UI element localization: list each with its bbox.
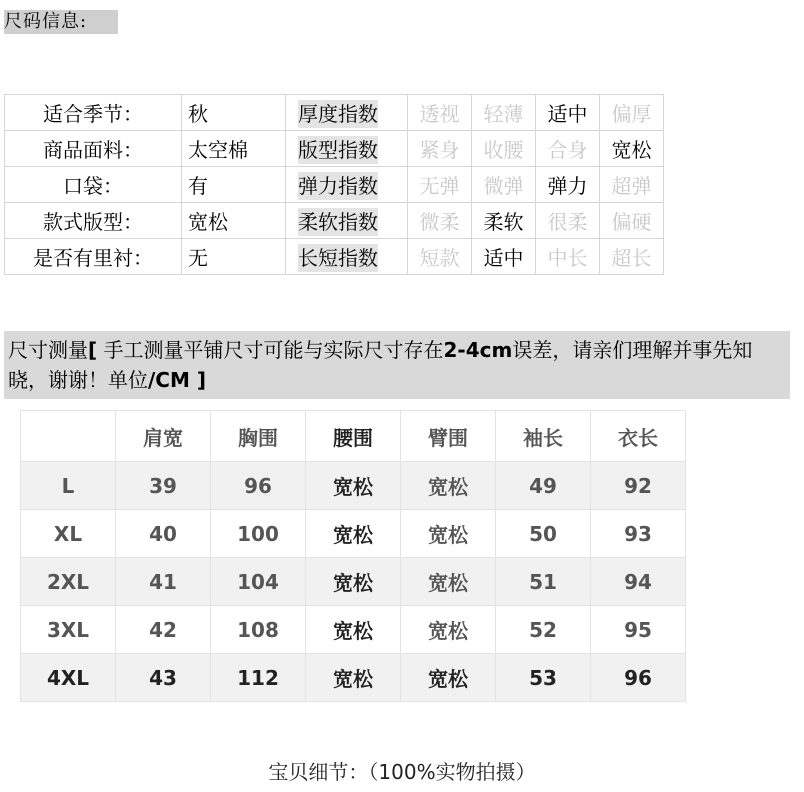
attribute-value: 有: [182, 167, 286, 203]
value-cell: 95: [591, 606, 686, 654]
size-cell: XL: [21, 510, 116, 558]
value-cell: 52: [496, 606, 591, 654]
value-cell: 96: [211, 462, 306, 510]
index-name: [286, 239, 408, 275]
index-option-selected: 适中: [472, 239, 536, 275]
measurement-note-banner: [4, 331, 790, 399]
header-cell: 腰围: [306, 411, 401, 462]
header-cell: 臂围: [401, 411, 496, 462]
index-option: 微弹: [472, 167, 536, 203]
size-cell: 3XL: [21, 606, 116, 654]
attribute-row: [5, 167, 664, 203]
index-name: [286, 95, 408, 131]
index-option: 很柔: [536, 203, 600, 239]
value-cell: 宽松: [306, 462, 401, 510]
value-cell: 51: [496, 558, 591, 606]
index-option: 超长: [600, 239, 664, 275]
size-cell: 2XL: [21, 558, 116, 606]
error-range: 2-4cm: [443, 338, 513, 362]
index-option: 中长: [536, 239, 600, 275]
value-cell: 96: [591, 654, 686, 702]
header-cell: 衣长: [591, 411, 686, 462]
value-cell: 40: [116, 510, 211, 558]
value-cell: 宽松: [401, 606, 496, 654]
index-option-selected: 宽松: [600, 131, 664, 167]
value-cell: 43: [116, 654, 211, 702]
attribute-row: [5, 239, 664, 275]
attribute-label: 商品面料：: [5, 131, 182, 167]
index-name-text: 长短指数: [298, 246, 378, 270]
index-name: [286, 203, 408, 239]
index-name-text: 版型指数: [298, 138, 378, 162]
value-cell: 112: [211, 654, 306, 702]
attribute-label: 口袋：: [5, 167, 182, 203]
value-cell: 宽松: [401, 462, 496, 510]
value-cell: 宽松: [401, 558, 496, 606]
value-cell: 100: [211, 510, 306, 558]
attribute-row: [5, 131, 664, 167]
index-option: 收腰: [472, 131, 536, 167]
value-cell: 宽松: [401, 510, 496, 558]
attribute-row: [5, 203, 664, 239]
measure-note-text-2: 误差，请亲们理解并事先知晓，谢谢！单位: [8, 338, 753, 392]
size-table-row: [21, 510, 686, 558]
value-cell: 39: [116, 462, 211, 510]
index-option: 超弹: [600, 167, 664, 203]
bracket-open: [: [88, 338, 98, 362]
attribute-value: 太空棉: [182, 131, 286, 167]
value-cell: 宽松: [306, 510, 401, 558]
attribute-label: 是否有里衬：: [5, 239, 182, 275]
index-name: [286, 167, 408, 203]
index-option: 无弹: [408, 167, 472, 203]
size-table-header-row: [21, 411, 686, 462]
index-option: 微柔: [408, 203, 472, 239]
size-table-row: [21, 558, 686, 606]
index-name-text: 柔软指数: [298, 210, 378, 234]
header-cell: 胸围: [211, 411, 306, 462]
size-table-row: [21, 654, 686, 702]
index-option-selected: 弹力: [536, 167, 600, 203]
value-cell: 93: [591, 510, 686, 558]
header-cell: 肩宽: [116, 411, 211, 462]
header-cell: 袖长: [496, 411, 591, 462]
index-option: 合身: [536, 131, 600, 167]
attribute-value: 宽松: [182, 203, 286, 239]
value-cell: 宽松: [306, 654, 401, 702]
attribute-value: 秋: [182, 95, 286, 131]
value-cell: 94: [591, 558, 686, 606]
size-table-row: [21, 462, 686, 510]
index-option: 紧身: [408, 131, 472, 167]
index-name: [286, 131, 408, 167]
detail-caption: 宝贝细节：（100%实物拍摄）: [268, 760, 536, 784]
index-option: 轻薄: [472, 95, 536, 131]
value-cell: 108: [211, 606, 306, 654]
size-table-row: [21, 606, 686, 654]
size-measurement-table: [20, 410, 686, 702]
attribute-label: 款式版型：: [5, 203, 182, 239]
index-option: 偏硬: [600, 203, 664, 239]
measure-note-text: 手工测量平铺尺寸可能与实际尺寸存在: [97, 338, 444, 362]
index-option: 偏厚: [600, 95, 664, 131]
index-option-selected: 柔软: [472, 203, 536, 239]
index-option: 透视: [408, 95, 472, 131]
value-cell: 50: [496, 510, 591, 558]
attribute-table: [4, 94, 664, 275]
value-cell: 42: [116, 606, 211, 654]
size-cell: L: [21, 462, 116, 510]
unit-label: /CM ]: [148, 368, 206, 392]
size-cell: 4XL: [21, 654, 116, 702]
value-cell: 53: [496, 654, 591, 702]
measure-title: 尺寸测量: [8, 338, 88, 362]
value-cell: 宽松: [306, 606, 401, 654]
index-name-text: 厚度指数: [298, 102, 378, 126]
value-cell: 104: [211, 558, 306, 606]
value-cell: 49: [496, 462, 591, 510]
size-info-label: 尺码信息:: [4, 10, 118, 34]
index-option-selected: 适中: [536, 95, 600, 131]
attribute-row: [5, 95, 664, 131]
attribute-label: 适合季节：: [5, 95, 182, 131]
attribute-value: 无: [182, 239, 286, 275]
value-cell: 92: [591, 462, 686, 510]
value-cell: 41: [116, 558, 211, 606]
index-option: 短款: [408, 239, 472, 275]
value-cell: 宽松: [401, 654, 496, 702]
value-cell: 宽松: [306, 558, 401, 606]
header-cell-empty: [21, 411, 116, 462]
index-name-text: 弹力指数: [298, 174, 378, 198]
